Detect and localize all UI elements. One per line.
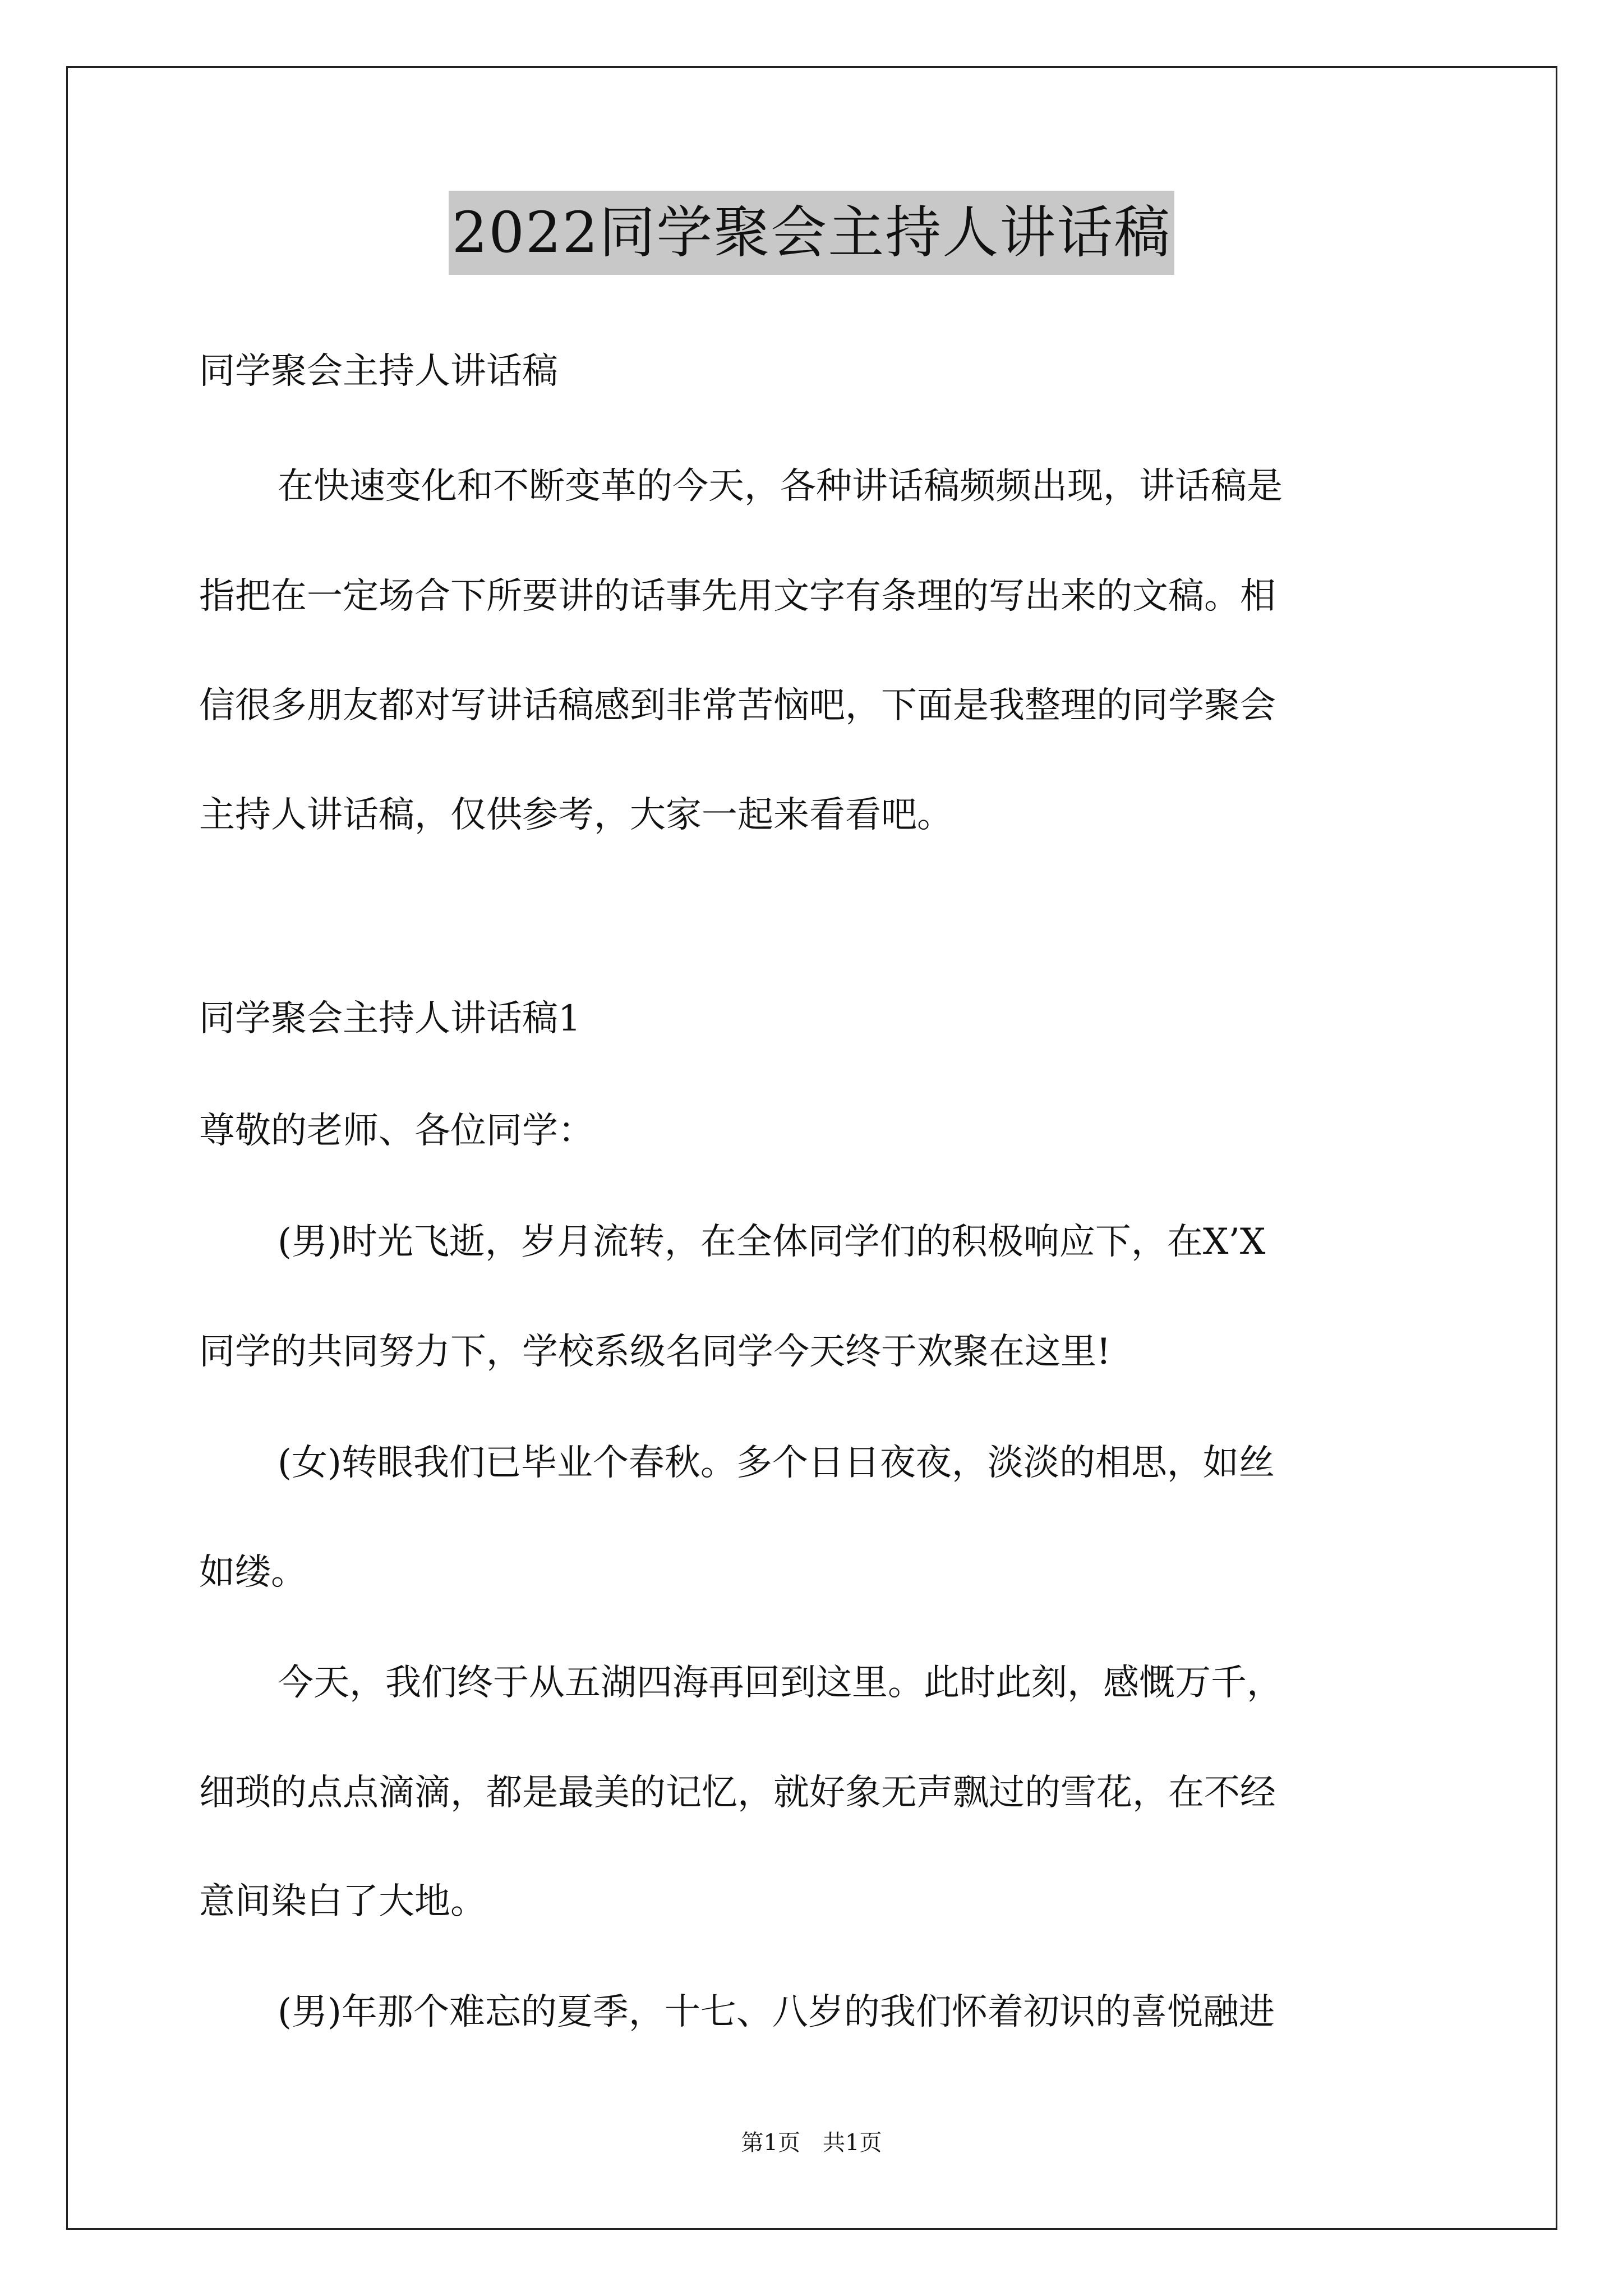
title-container [0,191,1623,275]
body-line: (男)时光飞逝，岁月流转，在全体同学们的积极响应下，在X’X [278,1221,1266,1263]
body-line: 如缕。 [199,1552,307,1593]
body-line: 信很多朋友都对写讲话稿感到非常苦恼吧，下面是我整理的同学聚会 [199,685,1276,726]
document-title: 2022同学聚会主持人讲话稿 [449,191,1175,275]
body-line: 在快速变化和不断变革的今天，各种讲话稿频频出现，讲话稿是 [278,466,1283,507]
body-line: 同学的共同努力下，学校系级名同学今天终于欢聚在这里! [199,1331,1111,1373]
body-line: (女)转眼我们已毕业个春秋。多个日日夜夜，淡淡的相思，如丝 [278,1442,1275,1484]
body-line: 今天，我们终于从五湖四海再回到这里。此时此刻，感慨万千， [278,1662,1283,1704]
body-line: 指把在一定场合下所要讲的话事先用文字有条理的写出来的文稿。相 [199,576,1276,617]
body-line: 细琐的点点滴滴，都是最美的记忆，就好象无声飘过的雪花，在不经 [199,1772,1276,1814]
salutation: 尊敬的老师、各位同学： [199,1110,594,1152]
body-line: 主持人讲话稿，仅供参考，大家一起来看看吧。 [199,794,953,836]
section-heading: 同学聚会主持人讲话稿1 [199,998,581,1039]
page-number-footer: 第1页 共1页 [741,2130,882,2156]
body-line: (男)年那个难忘的夏季，十七、八岁的我们怀着初识的喜悦融进 [278,1991,1275,2033]
section-heading: 同学聚会主持人讲话稿 [199,351,558,392]
body-line: 意间染白了大地。 [199,1881,486,1922]
